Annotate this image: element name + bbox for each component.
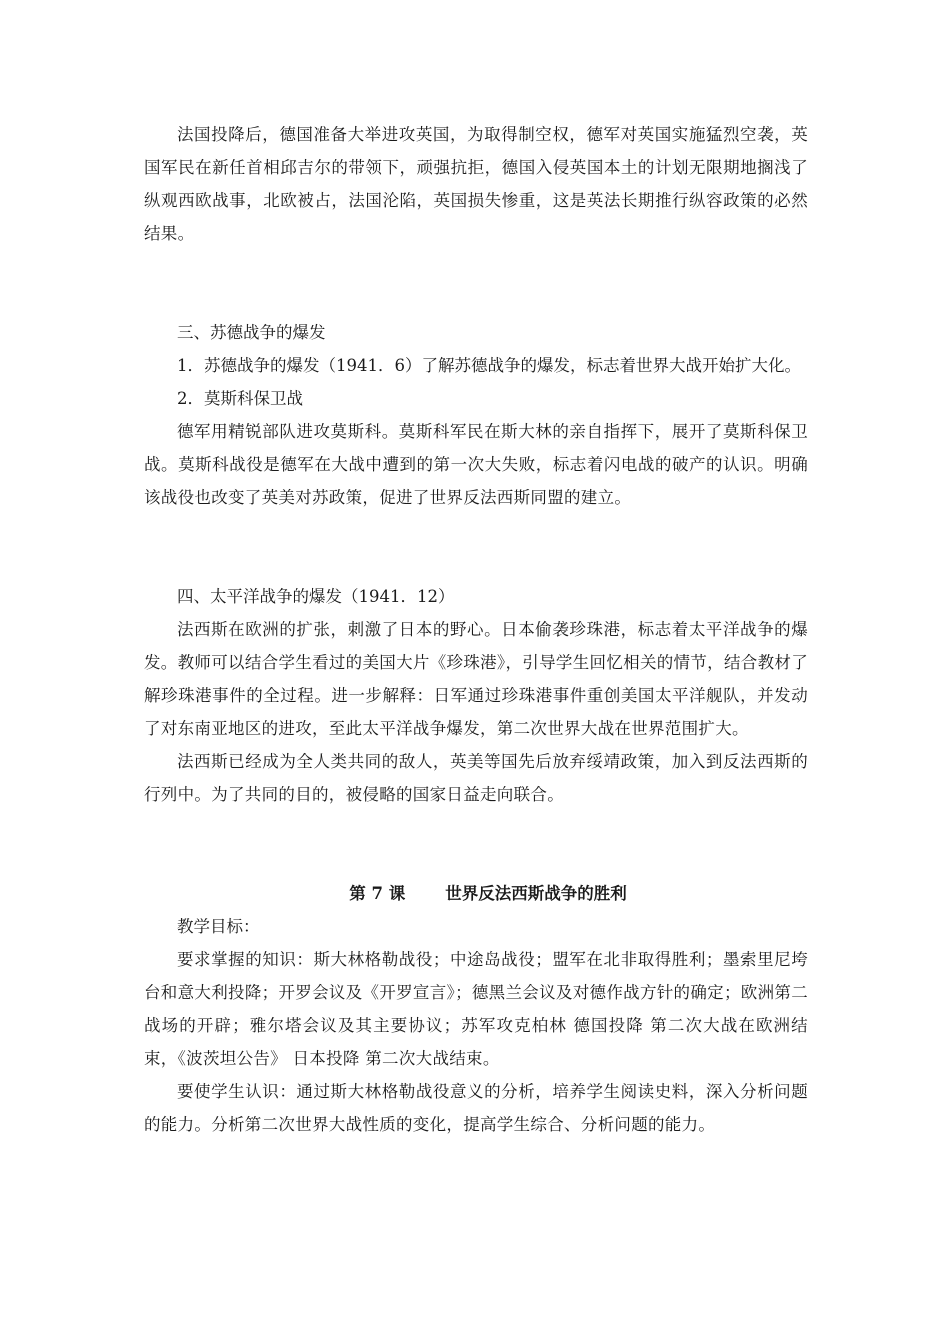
paragraph-france-surrender: 法国投降后，德国准备大举进攻英国，为取得制空权，德军对英国实施猛烈空袭，英国军民在新任首相邱吉尔的带领下，顽强抗拒，德国入侵英国本土的计划无限期地搁浅了纵观西欧战事，北欧被占，法国沦陷，英国损失惨重，这是英法长期推行纵容政策的必然结果。 — [144, 125, 808, 243]
paragraph-moscow-battle: 德军用精锐部队进攻莫斯科。莫斯科军民在斯大林的亲自指挥下，展开了莫斯科保卫战。莫斯科战役是德军在大战中遭到的第一次大失败，标志着闪电战的破产的认识。明确该战役也改变了英美对苏政策，促进了世界反法西斯同盟的建立。 — [144, 422, 808, 507]
section-heading-soviet-german-war: 三、苏德战争的爆发 — [177, 323, 326, 342]
lesson-name: 世界反法西斯战争的胜利 — [445, 884, 627, 903]
paragraph-pearl-harbor: 法西斯在欧洲的扩张，刺激了日本的野心。日本偷袭珍珠港，标志着太平洋战争的爆发。教师可以结合学生看过的美国大片《珍珠港》，引导学生回忆相关的情节，结合教材了解珍珠港事件的全过程。进一步解释：日军通过珍珠港事件重创美国太平洋舰队，并发动了对东南亚地区的进攻，至此太平洋战争爆发，第二次世界大战在世界范围扩大。 — [144, 620, 808, 738]
teaching-goals-label: 教学目标： — [177, 917, 260, 936]
list-item-outbreak: 1．苏德战争的爆发（1941．6）了解苏德战争的爆发，标志着世界大战开始扩大化。 — [177, 356, 801, 375]
spacer — [144, 811, 808, 877]
lesson-number: 第 7 课 — [349, 884, 406, 903]
spacer — [144, 514, 808, 580]
spacer — [144, 250, 808, 316]
paragraph-required-knowledge: 要求掌握的知识：斯大林格勒战役；中途岛战役；盟军在北非取得胜利；墨索里尼垮台和意大利投降；开罗会议及《开罗宣言》；德黑兰会议及对德作战方针的确定；欧洲第二战场的开辟；雅尔塔会议及其主要协议；苏军攻克柏林 德国投降 第二次大战在欧洲结束，《波茨坦公告》 日本投降 第二次大战结束。 — [144, 950, 808, 1068]
section-heading-pacific-war: 四、太平洋战争的爆发（1941．12） — [177, 587, 455, 606]
paragraph-anti-fascist-alliance: 法西斯已经成为全人类共同的敌人，英美等国先后放弃绥靖政策，加入到反法西斯的行列中。为了共同的目的，被侵略的国家日益走向联合。 — [144, 752, 808, 804]
list-item-moscow-defense: 2．莫斯科保卫战 — [177, 389, 303, 408]
paragraph-student-awareness: 要使学生认识：通过斯大林格勒战役意义的分析，培养学生阅读史料，深入分析问题的能力。分析第二次世界大战性质的变化，提高学生综合、分析问题的能力。 — [144, 1082, 808, 1134]
lesson-title — [144, 877, 808, 910]
document-body — [144, 118, 808, 1141]
